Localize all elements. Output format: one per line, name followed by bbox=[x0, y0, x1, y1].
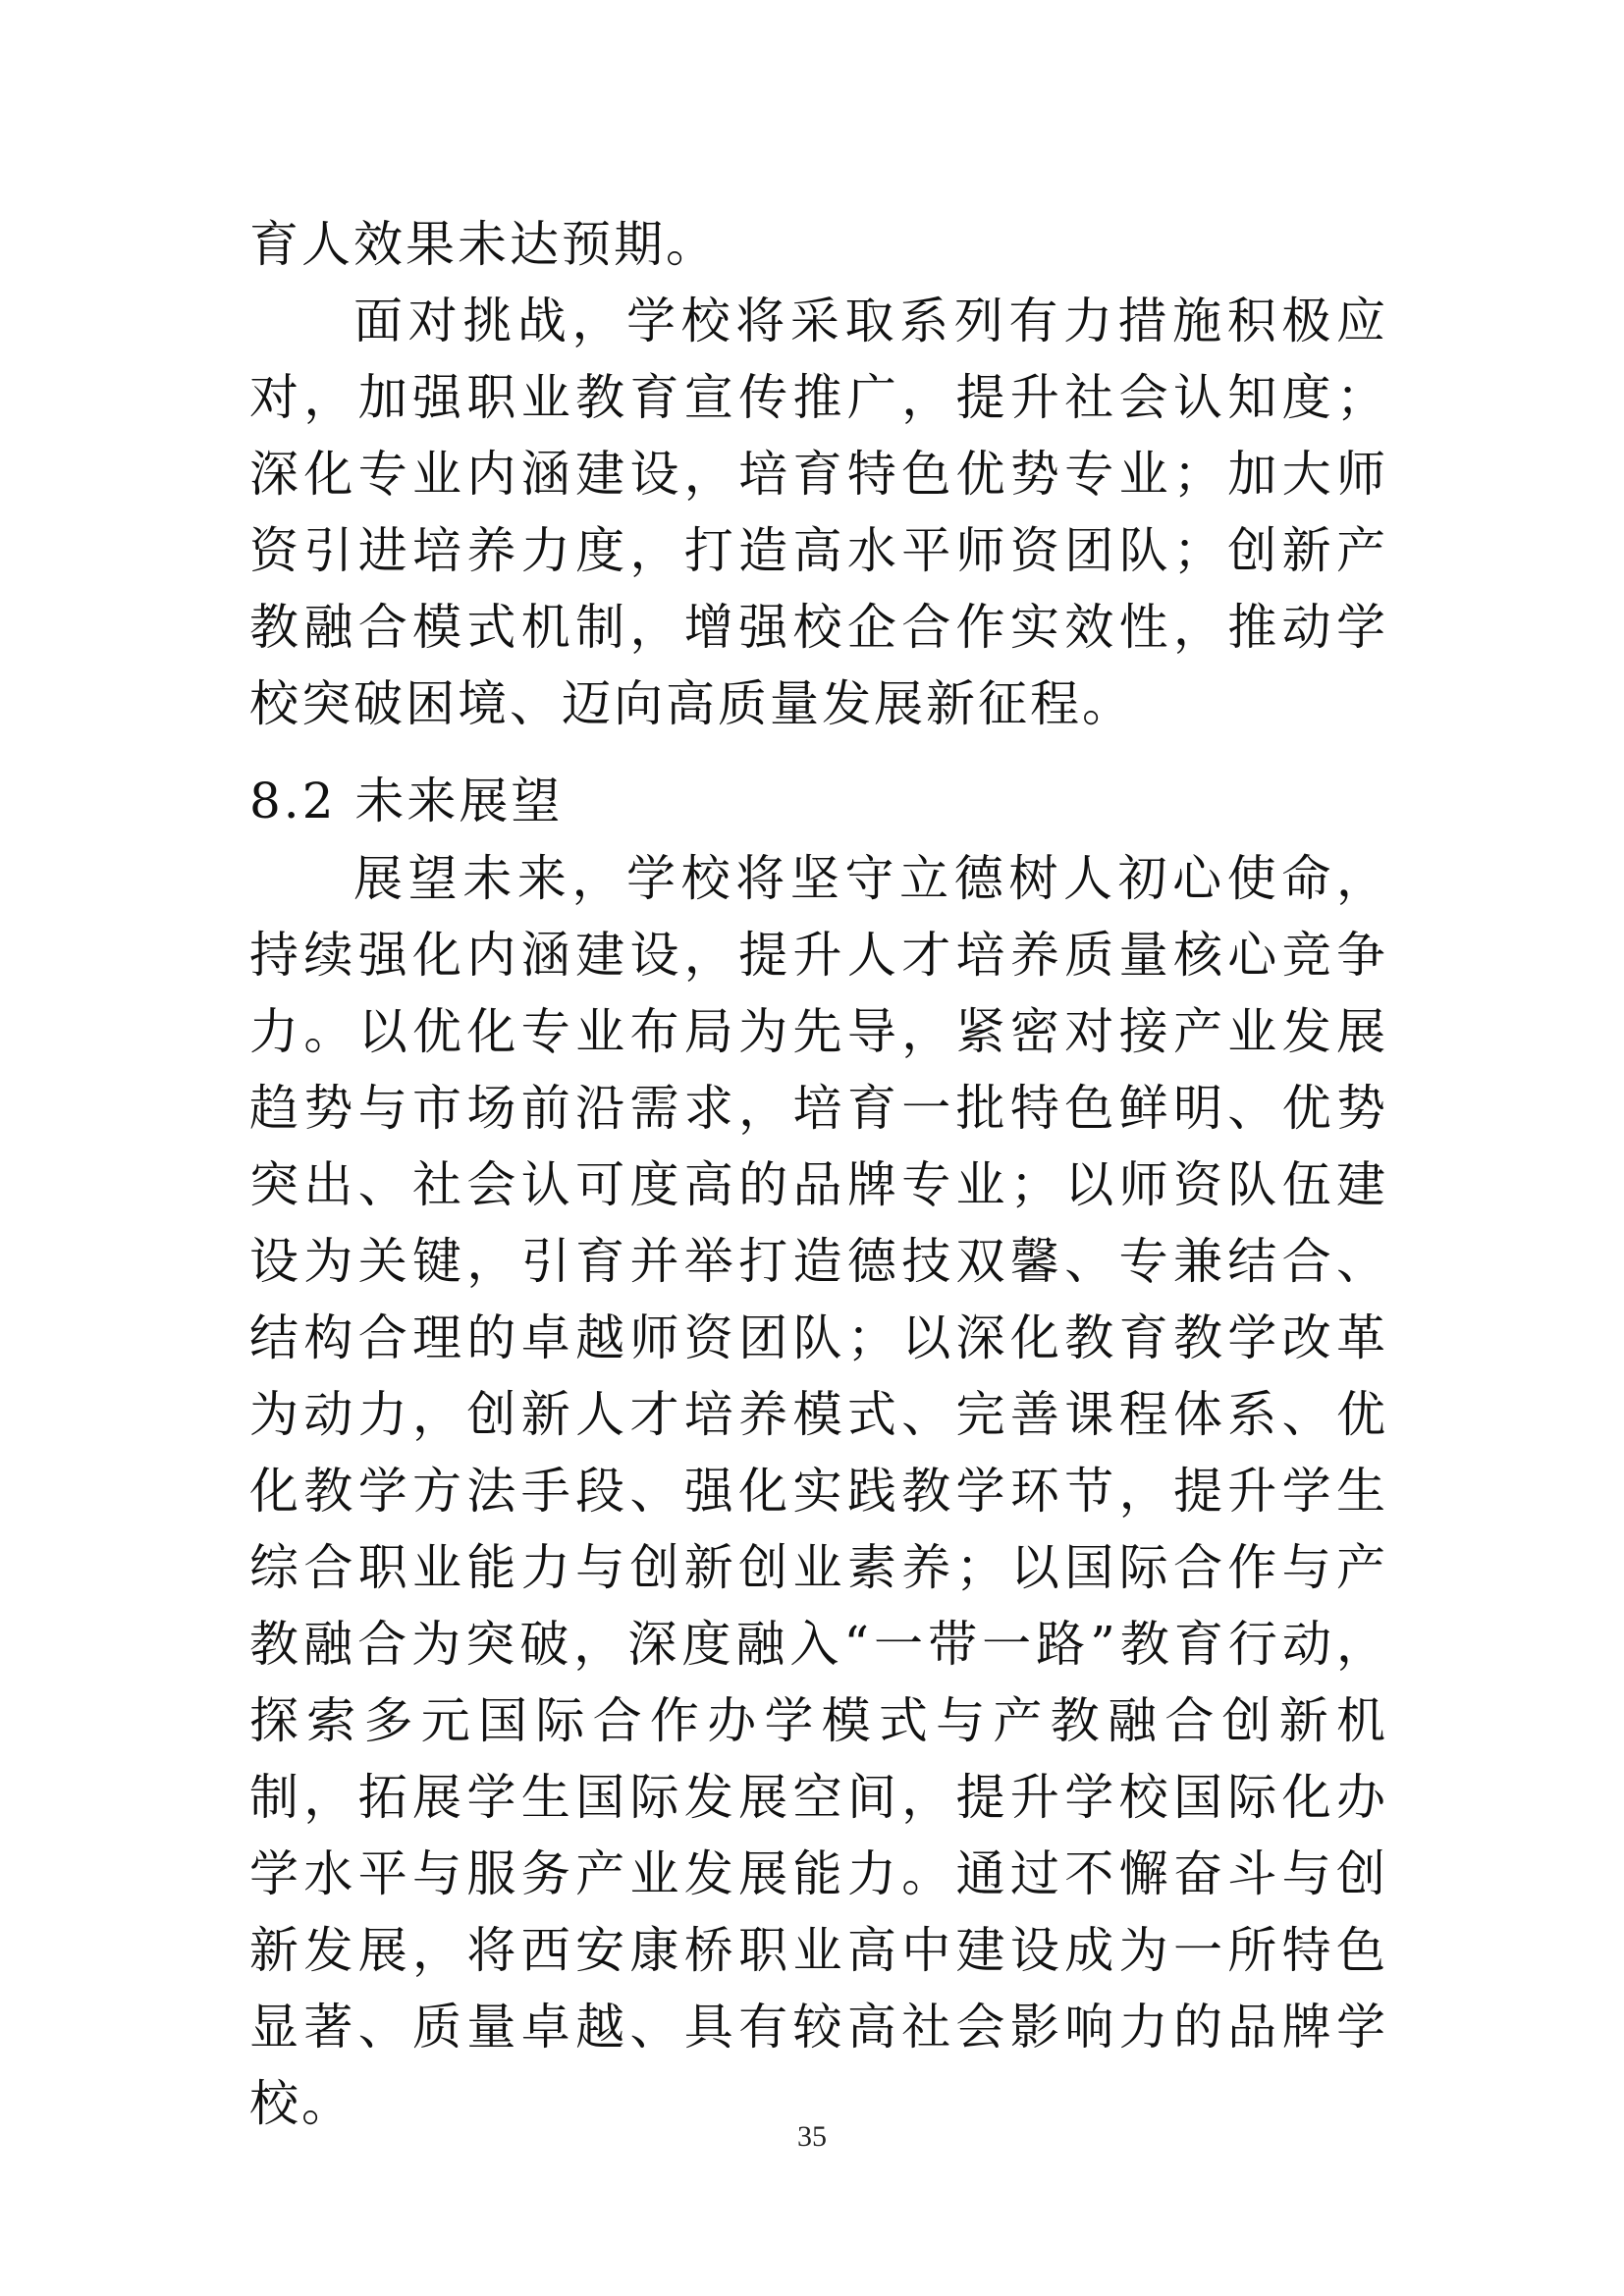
paragraph-continuation: 育人效果未达预期。 bbox=[249, 216, 718, 273]
page-content bbox=[249, 206, 1388, 2142]
page-number: 35 bbox=[797, 2120, 827, 2153]
paragraph-outlook: 展望未来，学校将坚守立德树人初心使命，持续强化内涵建设，提升人才培养质量核心竞争力。以优化专业布局为先导，紧密对接产业发展趋势与市场前沿需求，培育一批特色鲜明、优势突出、社会认可度高的品牌专业；以师资队伍建设为关键，引育并举打造德技双馨、专兼结合、结构合理的卓越师资团队；以深化教育教学改革为动力，创新人才培养模式、完善课程体系、优化教学方法手段、强化实践教学环节，提升学生综合职业能力与创新创业素养；以国际合作与产教融合为突破，深度融入“一带一路”教育行动，探索多元国际合作办学模式与产教融合创新机制，拓展学生国际发展空间，提升学校国际化办学水平与服务产业发展能力。通过不懈奋斗与创新发展，将西安康桥职业高中建设成为一所特色显著、质量卓越、具有较高社会影响力的品牌学校。 bbox=[249, 850, 1388, 2132]
section-heading: 8.2 未来展望 bbox=[249, 773, 564, 829]
paragraph-challenges: 面对挑战，学校将采取系列有力措施积极应对，加强职业教育宣传推广，提升社会认知度；深化专业内涵建设，培育特色优势专业；加大师资引进培养力度，打造高水平师资团队；创新产教融合模式机制，增强校企合作实效性，推动学校突破困境、迈向高质量发展新征程。 bbox=[249, 293, 1388, 732]
